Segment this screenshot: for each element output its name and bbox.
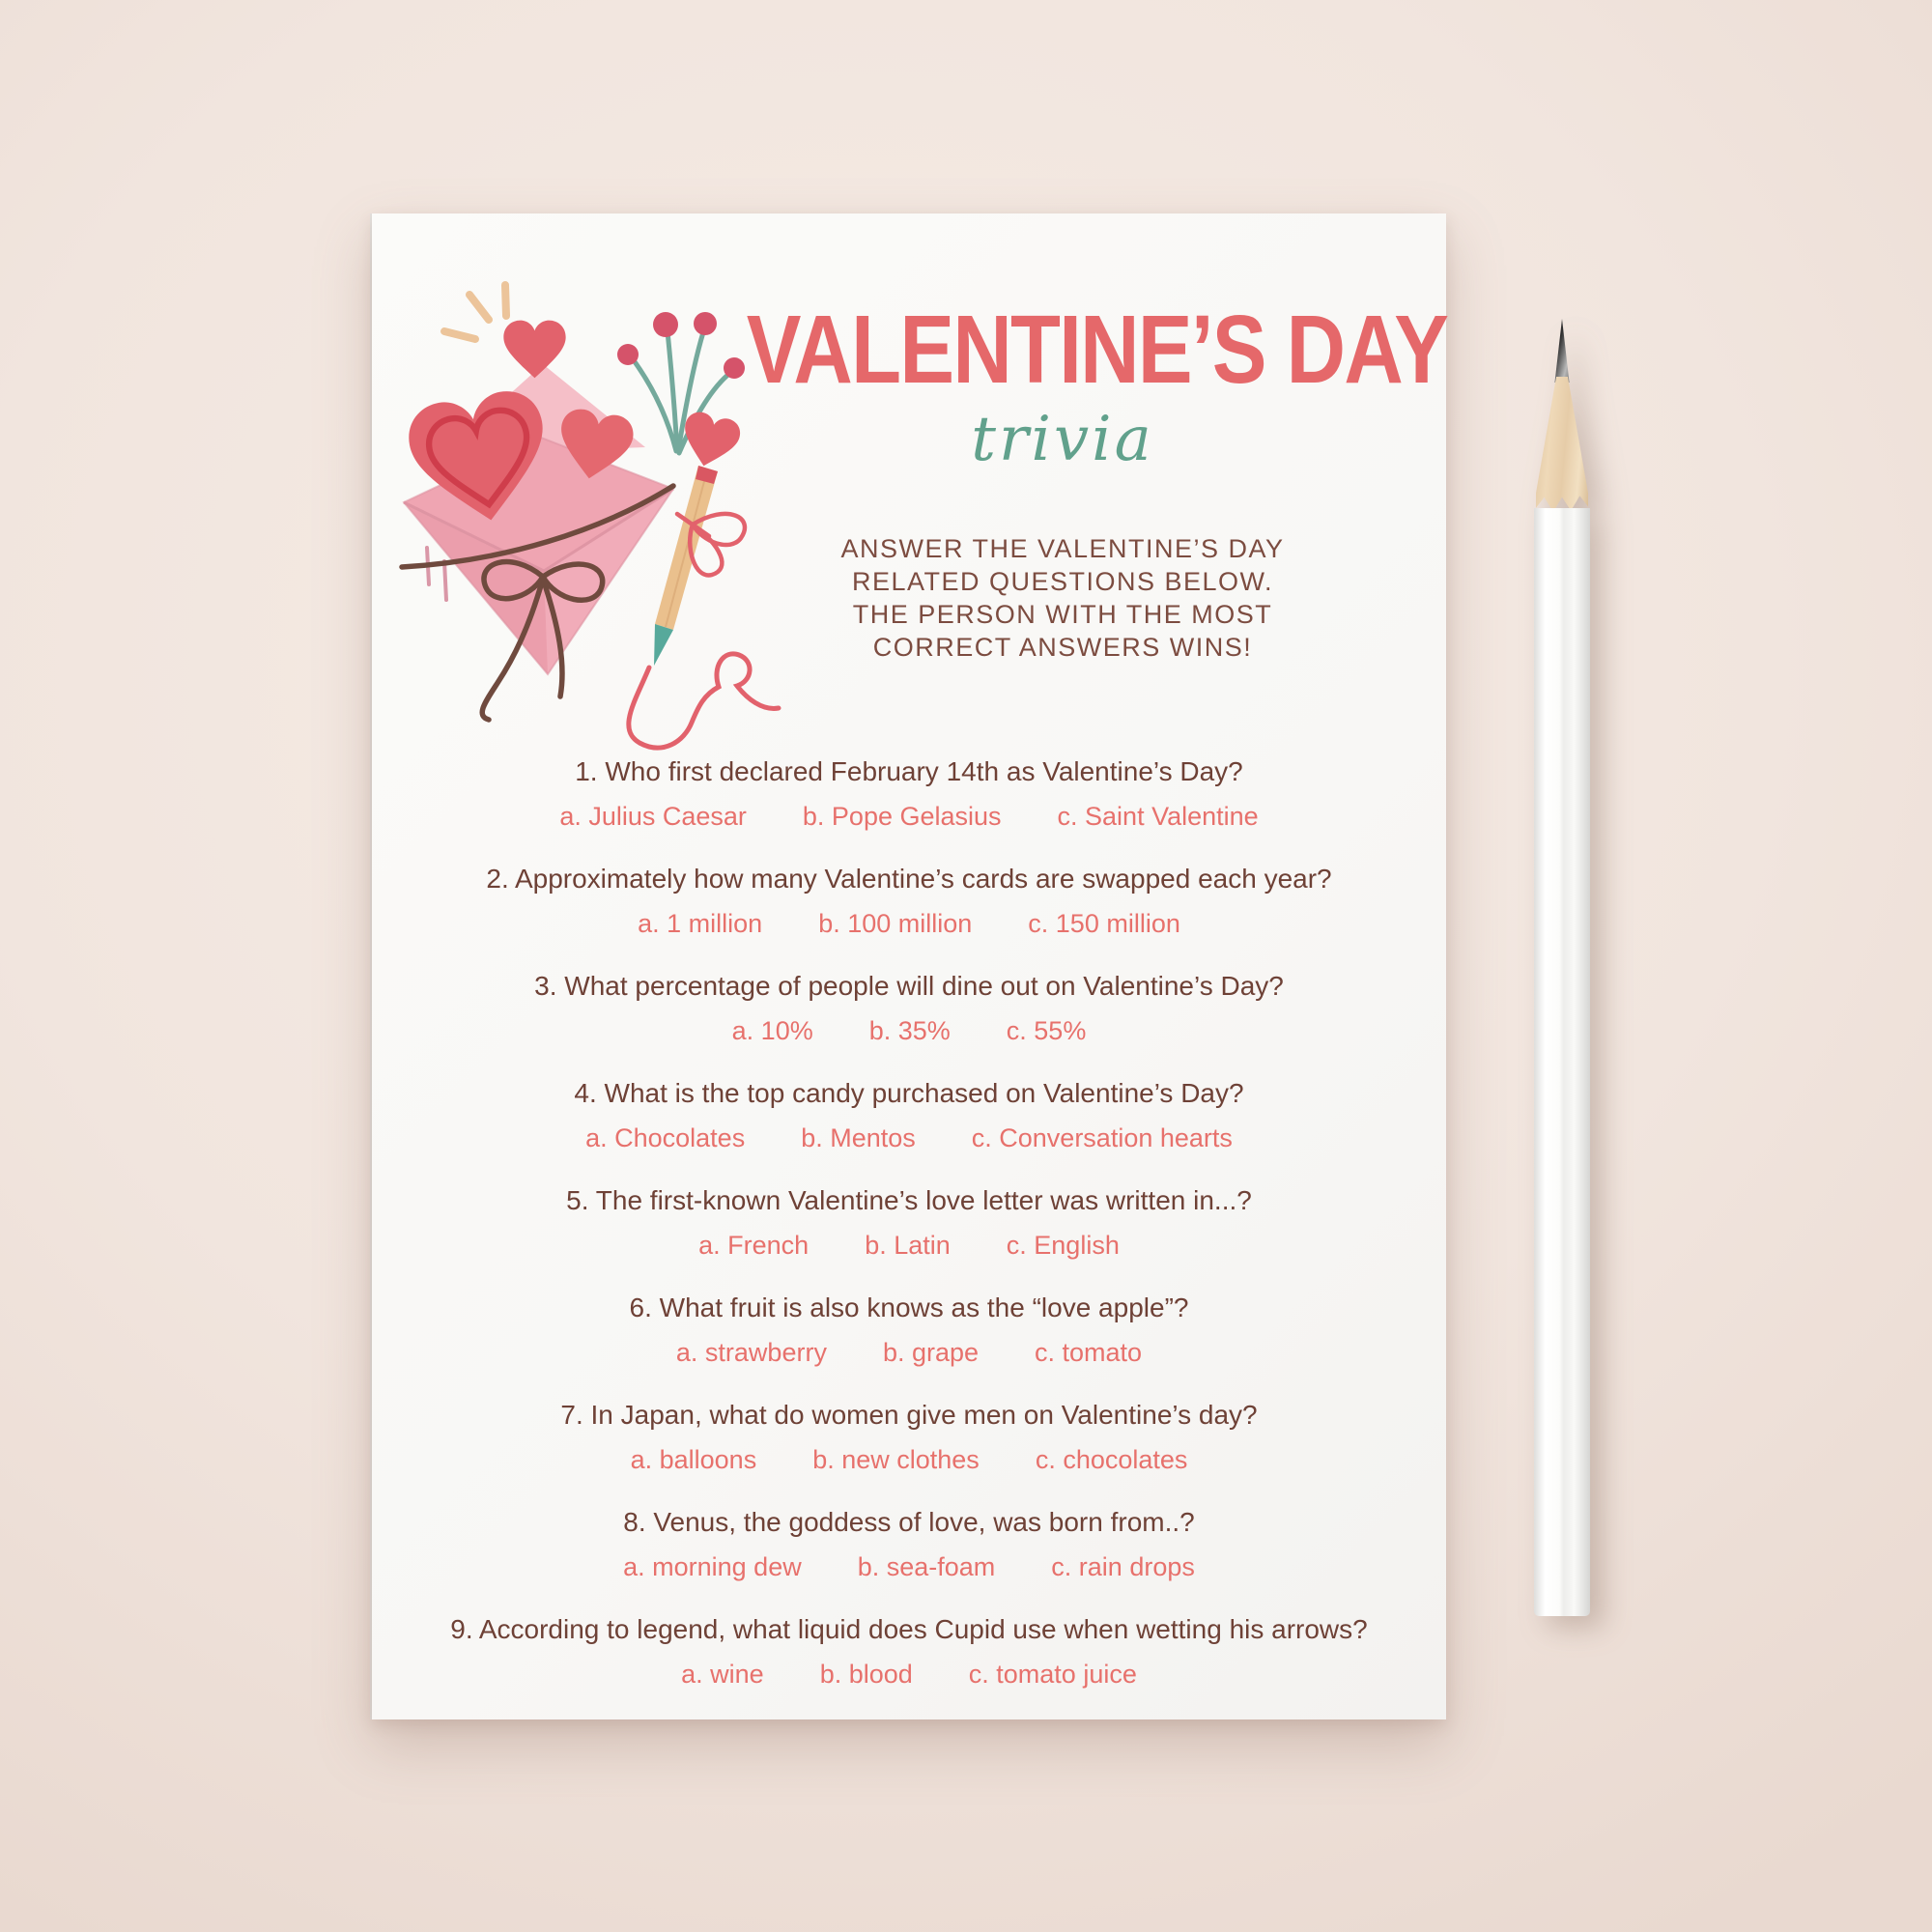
question-text: 3. What percentage of people will dine out on Valentine’s Day? <box>534 971 1284 1001</box>
question-block <box>372 862 1446 939</box>
answer-option: c. Conversation hearts <box>971 1123 1233 1152</box>
answer-row <box>372 1122 1446 1153</box>
question-text: 7. In Japan, what do women give men on Valentine’s day? <box>560 1400 1258 1430</box>
answer-option: b. sea-foam <box>857 1552 996 1581</box>
intro-line: THE PERSON WITH THE MOST <box>852 600 1273 629</box>
intro-line: CORRECT ANSWERS WINS! <box>872 633 1253 662</box>
question-text: 6. What fruit is also knows as the “love apple”? <box>629 1293 1189 1322</box>
question-text: 8. Venus, the goddess of love, was born from..? <box>623 1507 1195 1537</box>
question-block <box>372 1398 1446 1475</box>
pencil-body <box>1534 508 1590 1616</box>
answer-row <box>372 1015 1446 1046</box>
question-text: 2. Approximately how many Valentine’s cards are swapped each year? <box>486 864 1332 894</box>
answer-option: c. 55% <box>1006 1016 1087 1045</box>
question-text: 1. Who first declared February 14th as Valentine’s Day? <box>575 756 1243 786</box>
answer-option: c. 150 million <box>1028 909 1180 938</box>
answer-option: a. strawberry <box>675 1338 827 1367</box>
answer-row <box>372 801 1446 832</box>
answer-option: b. Pope Gelasius <box>802 802 1002 831</box>
answer-option: c. tomato juice <box>968 1660 1137 1689</box>
answer-option: b. 100 million <box>818 909 973 938</box>
answer-row <box>372 1444 1446 1475</box>
question-block <box>372 1291 1446 1368</box>
question-text: 5. The first-known Valentine’s love letter was written in...? <box>566 1185 1252 1215</box>
answer-option: c. Saint Valentine <box>1057 802 1259 831</box>
answer-option: b. 35% <box>868 1016 951 1045</box>
answer-row <box>372 1659 1446 1690</box>
question-block <box>372 1076 1446 1153</box>
answer-option: b. Latin <box>865 1231 951 1260</box>
question-block <box>372 1183 1446 1261</box>
answer-option: c. English <box>1006 1231 1120 1260</box>
answer-row <box>372 1337 1446 1368</box>
answer-option: a. balloons <box>630 1445 757 1474</box>
answer-row <box>372 1551 1446 1582</box>
answer-option: a. morning dew <box>623 1552 802 1581</box>
answer-option: a. French <box>698 1231 810 1260</box>
question-text: 4. What is the top candy purchased on Valentine’s Day? <box>574 1078 1244 1108</box>
answer-option: c. tomato <box>1035 1338 1143 1367</box>
white-pencil <box>1534 317 1590 1616</box>
answer-option: b. grape <box>882 1338 980 1367</box>
answer-row <box>372 1230 1446 1261</box>
trivia-card <box>372 213 1446 1719</box>
heart-squiggle-icon <box>629 654 779 748</box>
answer-option: b. new clothes <box>812 1445 980 1474</box>
card-header <box>691 296 1448 475</box>
answer-option: a. 10% <box>731 1016 813 1045</box>
card-subtitle: trivia <box>971 404 1154 475</box>
question-text: 9. According to legend, what liquid does Cupid use when wetting his arrows? <box>450 1614 1368 1644</box>
card-title: VALENTINE’S DAY <box>746 296 1448 404</box>
answer-option: b. blood <box>819 1660 913 1689</box>
answer-option: a. Julius Caesar <box>559 802 747 831</box>
answer-option: a. wine <box>681 1660 764 1689</box>
heart-icon <box>503 321 565 379</box>
answer-option: b. Mentos <box>801 1123 916 1152</box>
answer-option: c. chocolates <box>1035 1445 1188 1474</box>
intro-text <box>691 532 1435 664</box>
question-block <box>372 1505 1446 1582</box>
question-block <box>372 1612 1446 1690</box>
question-list <box>372 743 1446 1719</box>
question-block <box>372 754 1446 832</box>
sparkle-icon <box>444 285 506 339</box>
intro-line: ANSWER THE VALENTINE’S DAY <box>840 534 1285 563</box>
answer-option: a. 1 million <box>638 909 763 938</box>
intro-line: RELATED QUESTIONS BELOW. <box>851 567 1274 596</box>
pencil-graphite-tip <box>1553 319 1571 383</box>
question-block <box>372 969 1446 1046</box>
answer-option: c. rain drops <box>1051 1552 1195 1581</box>
answer-row <box>372 908 1446 939</box>
pencil-wood-tip <box>1536 377 1588 512</box>
answer-option: a. Chocolates <box>585 1123 746 1152</box>
